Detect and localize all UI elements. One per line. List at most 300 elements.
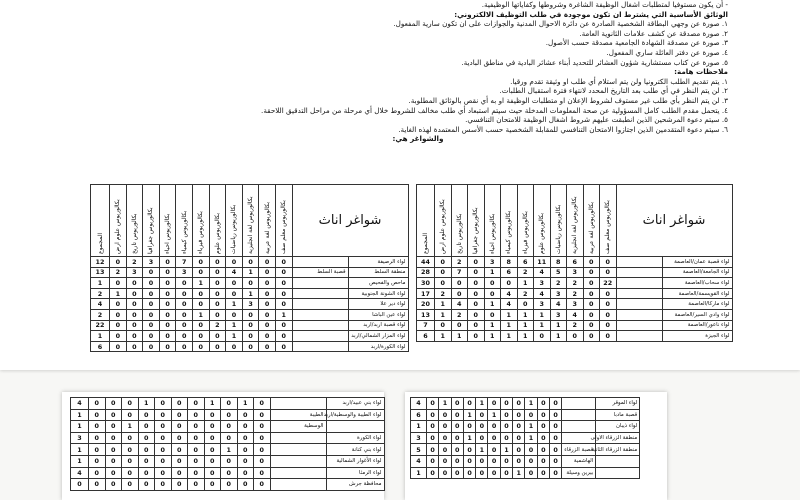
value-cell: 0 [176, 309, 193, 320]
value-cell: 0 [468, 278, 485, 289]
value-cell: 0 [525, 444, 537, 456]
column-header [451, 185, 468, 257]
value-cell: 0 [159, 299, 176, 310]
value-cell: 0 [463, 421, 475, 433]
value-cell: 0 [259, 341, 276, 352]
value-cell: 0 [567, 331, 584, 342]
value-cell: 0 [513, 421, 525, 433]
value-cell: 1 [517, 331, 534, 342]
column-header [435, 185, 452, 257]
value-cell: 0 [427, 432, 439, 444]
column-header-label: بكالوريوس علوم [213, 212, 221, 254]
value-cell: 0 [188, 455, 205, 467]
value-cell: 0 [171, 398, 188, 410]
value-cell: 1 [525, 421, 537, 433]
sub-area-cell [562, 409, 596, 421]
sub-area-cell [616, 299, 662, 310]
value-cell: 0 [176, 341, 193, 352]
total-cell: 1 [91, 331, 110, 342]
value-cell: 0 [537, 444, 549, 456]
value-cell: 0 [143, 309, 160, 320]
value-cell: 0 [468, 320, 485, 331]
value-cell: 0 [537, 409, 549, 421]
area-cell: لواء المزار الشمالي/اربد [348, 331, 408, 342]
value-cell: 0 [583, 278, 600, 289]
column-header-label: بكالوريوس علوم [538, 212, 546, 254]
value-cell: 2 [209, 320, 226, 331]
value-cell: 0 [254, 467, 271, 479]
value-cell: 0 [138, 409, 155, 421]
value-cell: 0 [209, 257, 226, 268]
total-cell: 3 [71, 432, 89, 444]
value-cell: 0 [138, 444, 155, 456]
vacancies-heading: والشواغر هي: [392, 134, 444, 144]
value-cell: 0 [517, 299, 534, 310]
area-cell: لواء الكورة/اربد [348, 341, 408, 352]
value-cell: 0 [259, 288, 276, 299]
value-cell: 0 [600, 299, 617, 310]
value-cell: 0 [105, 432, 122, 444]
total-cell: 1 [71, 455, 89, 467]
value-cell: 0 [126, 341, 143, 352]
value-cell: 0 [525, 409, 537, 421]
value-cell: 0 [209, 267, 226, 278]
value-cell: 0 [242, 257, 259, 268]
value-cell: 0 [110, 299, 127, 310]
value-cell: 3 [534, 299, 551, 310]
value-cell: 0 [204, 444, 221, 456]
value-cell: 0 [221, 398, 238, 410]
column-header [275, 185, 292, 257]
sub-area-cell [616, 267, 662, 278]
column-header [176, 185, 193, 257]
value-cell: 1 [275, 309, 292, 320]
value-cell: 0 [126, 299, 143, 310]
value-cell: 0 [105, 421, 122, 433]
total-cell: 2 [91, 288, 110, 299]
table-row [411, 421, 640, 433]
value-cell: 0 [138, 455, 155, 467]
value-cell: 0 [171, 455, 188, 467]
text-line: - أن يكون مستوفيا لمتطلبات اشغال الوظيفة الشاغرة وشروطها وكفاياتها الوظيفية. [481, 0, 728, 9]
column-header-label: بكالوريوس احياء [488, 213, 496, 254]
column-header [159, 185, 176, 257]
value-cell: 0 [484, 288, 501, 299]
value-cell: 0 [122, 444, 139, 456]
table-row [71, 409, 385, 421]
value-cell: 6 [517, 257, 534, 268]
value-cell: 0 [259, 299, 276, 310]
value-cell: 0 [600, 257, 617, 268]
value-cell: 0 [89, 421, 106, 433]
total-cell: 5 [411, 444, 427, 456]
announcement-text [38, 0, 728, 144]
area-cell: لواء الموقر [596, 398, 640, 410]
area-cell: لواء الكورة [326, 432, 384, 444]
value-cell: 0 [188, 409, 205, 421]
value-cell: 3 [126, 267, 143, 278]
value-cell: 1 [517, 278, 534, 289]
value-cell: 4 [534, 288, 551, 299]
sub-area-cell [270, 455, 326, 467]
value-cell: 3 [567, 299, 584, 310]
table-row [417, 309, 733, 320]
sub-area-cell [616, 278, 662, 289]
value-cell: 0 [534, 331, 551, 342]
total-cell: 28 [417, 267, 435, 278]
value-cell: 0 [171, 409, 188, 421]
value-cell: 0 [468, 309, 485, 320]
value-cell: 1 [488, 409, 500, 421]
value-cell: 0 [237, 432, 254, 444]
table-row [71, 432, 385, 444]
value-cell: 0 [192, 341, 209, 352]
text-line: ٣. صورة عن مصدقة الشهادة الجامعية مصدقة حسب الأصول. [545, 38, 728, 48]
value-cell: 0 [549, 398, 561, 410]
value-cell: 0 [451, 432, 463, 444]
value-cell: 0 [242, 320, 259, 331]
column-header [484, 185, 501, 257]
sub-area-cell: الهاشمية [562, 455, 596, 467]
value-cell: 0 [549, 455, 561, 467]
table-row [417, 288, 733, 299]
sub-area-cell: الوسطية [270, 421, 326, 433]
value-cell: 0 [226, 278, 243, 289]
table-row [71, 398, 385, 410]
table-row [411, 455, 640, 467]
value-cell: 1 [476, 398, 488, 410]
vacancies-table-left [90, 184, 409, 352]
value-cell: 0 [254, 421, 271, 433]
column-header-label: المجموع [422, 233, 429, 254]
value-cell: 0 [122, 479, 139, 491]
table-row [411, 467, 640, 479]
value-cell: 0 [275, 341, 292, 352]
value-cell: 0 [435, 267, 452, 278]
value-cell: 0 [110, 320, 127, 331]
text-line: ١. صورة عن وجهي البطاقة الشخصية الصادرة عن دائرة الاحوال المدنية والجوازات على ان تكون سارية المفعول. [393, 19, 728, 29]
value-cell: 0 [513, 398, 525, 410]
value-cell: 8 [550, 257, 567, 268]
value-cell: 0 [254, 479, 271, 491]
value-cell: 0 [600, 331, 617, 342]
value-cell: 0 [126, 278, 143, 289]
value-cell: 0 [476, 421, 488, 433]
area-cell: لواء قصبة اربد/اربد [348, 320, 408, 331]
value-cell: 4 [567, 309, 584, 320]
value-cell: 0 [242, 331, 259, 342]
text-line: ٥. صورة عن كتاب مستشارية شؤون العشائر للتحديد أبناء عشائر البادية في مناطق البادية. [461, 57, 728, 67]
table-row [71, 467, 385, 479]
sub-area-cell [270, 398, 326, 410]
value-cell: 0 [468, 257, 485, 268]
value-cell: 0 [427, 455, 439, 467]
sub-area-cell [562, 398, 596, 410]
value-cell: 0 [204, 479, 221, 491]
table-row [91, 278, 409, 289]
value-cell: 0 [435, 320, 452, 331]
column-header [600, 185, 617, 257]
value-cell: 0 [237, 444, 254, 456]
value-cell: 0 [122, 467, 139, 479]
value-cell: 1 [435, 309, 452, 320]
value-cell: 1 [463, 409, 475, 421]
text-line: ٤. صورة عن دفتر العائلة ساري المفعول. [606, 47, 728, 57]
column-header [242, 185, 259, 257]
value-cell: 0 [259, 309, 276, 320]
area-cell: لواء الأغوار الشمالية [326, 455, 384, 467]
value-cell: 0 [537, 467, 549, 479]
total-cell: 1 [411, 467, 427, 479]
value-cell: 3 [550, 309, 567, 320]
table-row [417, 278, 733, 289]
value-cell: 0 [427, 444, 439, 456]
area-cell: لواء الطيبة والوسطية/اربد [326, 409, 384, 421]
value-cell: 1 [237, 398, 254, 410]
value-cell: 0 [463, 455, 475, 467]
value-cell: 1 [484, 331, 501, 342]
value-cell: 3 [176, 267, 193, 278]
value-cell: 4 [451, 299, 468, 310]
value-cell: 0 [209, 309, 226, 320]
value-cell: 2 [567, 288, 584, 299]
total-cell: 3 [411, 432, 427, 444]
value-cell: 0 [176, 320, 193, 331]
value-cell: 1 [517, 320, 534, 331]
value-cell: 0 [451, 444, 463, 456]
value-cell: 0 [275, 278, 292, 289]
value-cell: 0 [468, 331, 485, 342]
value-cell: 0 [439, 432, 451, 444]
value-cell: 0 [143, 288, 160, 299]
value-cell: 0 [488, 455, 500, 467]
area-cell: لواء قصبة عمان/العاصمة [662, 257, 732, 268]
area-cell: لواء القويسمة/العاصمة [662, 288, 732, 299]
sub-area-cell [616, 309, 662, 320]
column-header [143, 185, 160, 257]
value-cell: 1 [550, 320, 567, 331]
value-cell: 0 [600, 320, 617, 331]
value-cell: 0 [89, 479, 106, 491]
value-cell: 0 [237, 455, 254, 467]
value-cell: 0 [583, 288, 600, 299]
column-header [226, 185, 243, 257]
table-row [417, 267, 733, 278]
area-cell: لواء الجيزة [662, 331, 732, 342]
value-cell: 1 [192, 309, 209, 320]
value-cell: 0 [122, 409, 139, 421]
value-cell: 4 [550, 299, 567, 310]
text-line: ٥. سيتم دعوة المرشحين الذين انطبقت عليهم شروط اشغال الوظيفة للامتحان التنافسي. [465, 115, 728, 125]
value-cell: 0 [122, 398, 139, 410]
value-cell: 0 [89, 467, 106, 479]
value-cell: 2 [567, 320, 584, 331]
sub-area-cell [270, 444, 326, 456]
column-header-label: بكالوريوس كيمياء [505, 210, 513, 254]
value-cell: 0 [525, 455, 537, 467]
table-row [91, 331, 409, 342]
value-cell: 0 [221, 432, 238, 444]
value-cell: 0 [209, 288, 226, 299]
area-cell [326, 421, 384, 433]
table-row [91, 257, 409, 268]
sub-area-cell: الطيبة [270, 409, 326, 421]
total-cell: 4 [411, 455, 427, 467]
value-cell: 0 [476, 467, 488, 479]
area-cell: لواء ماركا/العاصمة [662, 299, 732, 310]
value-cell: 0 [275, 267, 292, 278]
table-title: شواغر اناث [616, 185, 732, 257]
value-cell: 0 [155, 467, 172, 479]
area-cell: لواء عين الباشا [348, 309, 408, 320]
value-cell: 0 [221, 467, 238, 479]
value-cell: 0 [143, 341, 160, 352]
column-header [517, 185, 534, 257]
value-cell: 4 [501, 299, 518, 310]
value-cell: 0 [439, 444, 451, 456]
value-cell: 0 [110, 278, 127, 289]
area-cell [596, 455, 640, 467]
area-cell: منطقة الزرقاء الثانية [596, 444, 640, 456]
total-cell: 22 [91, 320, 110, 331]
value-cell: 1 [550, 331, 567, 342]
column-header [259, 185, 276, 257]
sub-area-cell [292, 331, 348, 342]
sub-area-cell: بيرين وسيلة [562, 467, 596, 479]
table-row [417, 331, 733, 342]
value-cell: 1 [138, 398, 155, 410]
value-cell: 5 [550, 267, 567, 278]
value-cell: 0 [439, 421, 451, 433]
table-row [417, 320, 733, 331]
value-cell: 0 [171, 467, 188, 479]
value-cell: 3 [550, 288, 567, 299]
value-cell: 0 [488, 421, 500, 433]
text-line: ١. يتم تقديم الطلب الكترونيا ولن يتم استلام أي طلب او وثيقة تقدم ورقيا. [510, 76, 728, 86]
value-cell: 0 [549, 444, 561, 456]
total-cell: 6 [411, 409, 427, 421]
table-row [417, 299, 733, 310]
value-cell: 0 [259, 331, 276, 342]
value-cell: 0 [549, 432, 561, 444]
column-header [192, 185, 209, 257]
value-cell: 0 [188, 398, 205, 410]
value-cell: 1 [517, 309, 534, 320]
value-cell: 1 [463, 432, 475, 444]
value-cell: 0 [583, 309, 600, 320]
column-header [209, 185, 226, 257]
total-cell: 20 [417, 299, 435, 310]
total-cell: 6 [417, 331, 435, 342]
table-row [91, 288, 409, 299]
total-cell: 0 [71, 479, 89, 491]
value-cell: 0 [439, 467, 451, 479]
value-cell: 0 [583, 257, 600, 268]
value-cell: 6 [501, 267, 518, 278]
value-cell: 0 [463, 398, 475, 410]
value-cell: 0 [209, 341, 226, 352]
value-cell: 0 [204, 455, 221, 467]
value-cell: 0 [159, 288, 176, 299]
value-cell: 0 [484, 278, 501, 289]
value-cell: 0 [468, 267, 485, 278]
value-cell: 0 [549, 409, 561, 421]
value-cell: 0 [451, 409, 463, 421]
sub-area-cell: قصبة السلط [292, 267, 348, 278]
value-cell: 0 [500, 398, 512, 410]
total-cell: 12 [91, 257, 110, 268]
column-header-label: بكالوريوس رياضيات [554, 204, 562, 254]
column-header [583, 185, 600, 257]
value-cell: 0 [500, 421, 512, 433]
table-row [71, 455, 385, 467]
value-cell: 1 [484, 267, 501, 278]
value-cell: 0 [155, 421, 172, 433]
value-cell: 0 [221, 479, 238, 491]
total-cell: 6 [91, 341, 110, 352]
value-cell: 0 [204, 432, 221, 444]
value-cell: 1 [242, 267, 259, 278]
value-cell: 0 [143, 320, 160, 331]
value-cell: 2 [451, 257, 468, 268]
value-cell: 0 [468, 288, 485, 299]
sub-area-cell [562, 421, 596, 433]
value-cell: 0 [188, 467, 205, 479]
value-cell: 0 [451, 320, 468, 331]
total-cell: 44 [417, 257, 435, 268]
value-cell: 0 [105, 479, 122, 491]
value-cell: 0 [138, 467, 155, 479]
value-cell: 0 [155, 432, 172, 444]
column-header-label: بكالوريوس فيزياء [521, 211, 529, 254]
value-cell: 1 [484, 320, 501, 331]
total-cell: 1 [71, 444, 89, 456]
value-cell: 0 [221, 409, 238, 421]
column-header-label: بكالوريوس معلم صف [280, 200, 288, 254]
value-cell: 1 [204, 398, 221, 410]
value-cell: 7 [176, 257, 193, 268]
total-cell: 2 [91, 309, 110, 320]
value-cell: 1 [226, 331, 243, 342]
sub-area-cell [270, 467, 326, 479]
area-cell: منطقة الزرقاء الاولى [596, 432, 640, 444]
sub-area-cell [616, 257, 662, 268]
sub-area-cell [270, 479, 326, 491]
value-cell: 1 [435, 331, 452, 342]
value-cell: 0 [192, 320, 209, 331]
value-cell: 2 [517, 267, 534, 278]
value-cell: 0 [600, 267, 617, 278]
value-cell: 0 [488, 432, 500, 444]
text-line: ٢. صورة مصدقة عن كشف علامات الثانوية العامة. [579, 28, 728, 38]
value-cell: 1 [501, 331, 518, 342]
value-cell: 0 [259, 320, 276, 331]
value-cell: 0 [159, 320, 176, 331]
column-header-label: المجموع [96, 233, 104, 254]
value-cell: 0 [204, 467, 221, 479]
column-header-label: بكالوريوس علوم ارض [439, 199, 447, 254]
total-cell: 4 [411, 398, 427, 410]
value-cell: 22 [600, 278, 617, 289]
value-cell: 1 [534, 320, 551, 331]
text-line: ٢. لن يتم النظر في أي طلب بعد التاريخ المحدد لانتهاء فترة استقبال الطلبات. [499, 86, 728, 96]
vacancies-table-bottom-left [70, 397, 385, 491]
value-cell: 0 [242, 278, 259, 289]
value-cell: 0 [439, 409, 451, 421]
value-cell: 2 [110, 267, 127, 278]
value-cell: 11 [534, 257, 551, 268]
value-cell: 2 [435, 288, 452, 299]
